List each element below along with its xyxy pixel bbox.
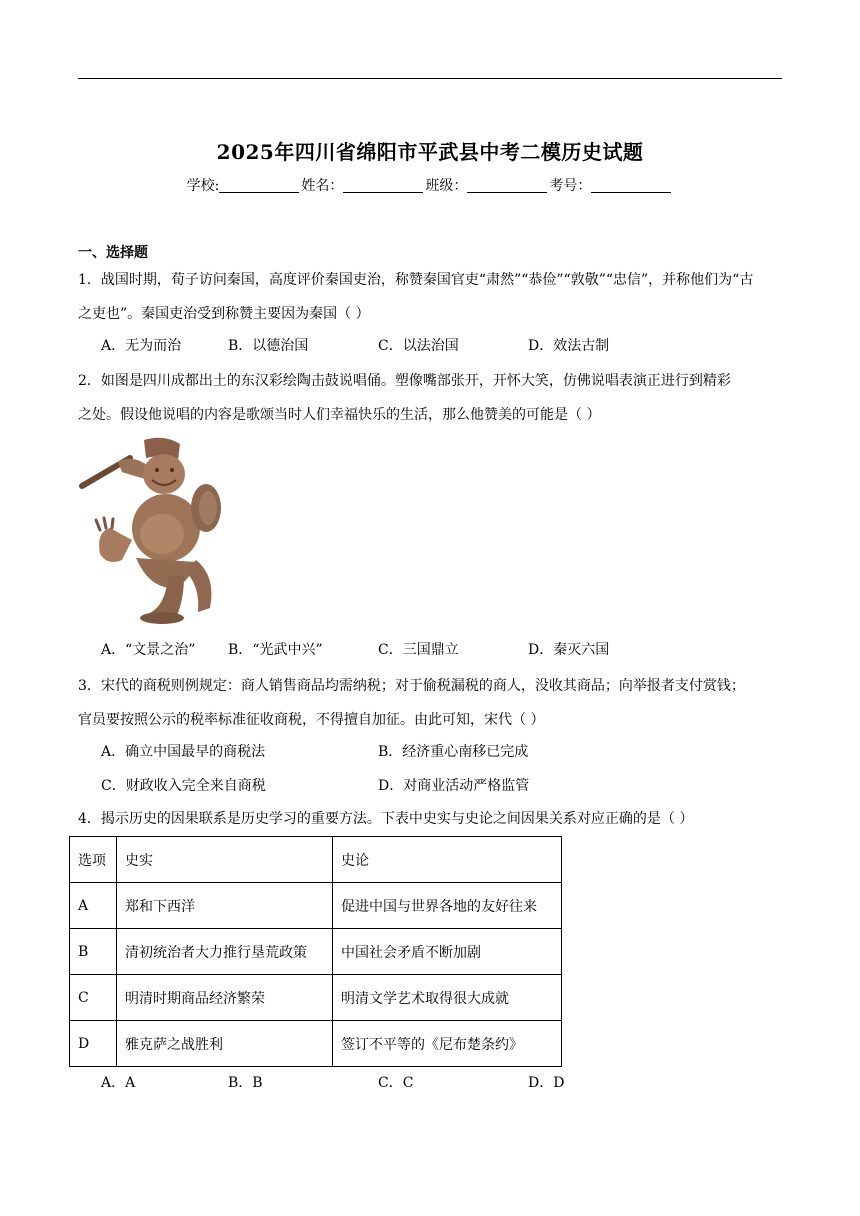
question-3-option-d[interactable]: D．对商业活动严格监管: [378, 778, 530, 794]
question-4-options: [101, 1071, 781, 1095]
question-1-line-1: 1．战国时期，荀子访问秦国，高度评价秦国吏治，称赞秦国官吏“肃然”“恭俭”“敦敬”“忠信”，并称他们为“古: [78, 272, 754, 288]
section-title: 一、选择题: [78, 245, 148, 261]
question-1-stem: [78, 263, 782, 331]
table-cell: 清初统治者大力推行垦荒政策: [117, 929, 333, 975]
table-cell: A: [70, 883, 117, 929]
question-1-options: [101, 334, 781, 358]
question-3-option-a[interactable]: A．确立中国最早的商税法: [101, 744, 266, 760]
table-cell: 促进中国与世界各地的友好往来: [333, 883, 562, 929]
name-label: 姓名：: [301, 178, 344, 194]
question-2-option-b[interactable]: B．“光武中兴”: [228, 642, 323, 658]
table-cell: 中国社会矛盾不断加剧: [333, 929, 562, 975]
question-3-line-2: 官员要按照公示的税率标准征收商税，不得擅自加征。由此可知，宋代（ ）: [78, 712, 545, 728]
exam-title: 2025年四川省绵阳市平武县中考二模历史试题: [216, 140, 644, 164]
table-cell: 明清时期商品经济繁荣: [117, 975, 333, 1021]
question-1-option-c[interactable]: C．以法治国: [378, 338, 459, 354]
question-4-option-d[interactable]: D．D: [528, 1075, 565, 1091]
header-rule: [78, 78, 782, 79]
table-header-cell: 史论: [333, 837, 562, 883]
table-cell: 雅克萨之战胜利: [117, 1021, 333, 1067]
school-label: 学校:: [186, 178, 220, 194]
question-2-option-a[interactable]: A．“文景之治”: [101, 642, 196, 658]
question-4-table: [69, 836, 562, 1067]
question-2-stem: [78, 364, 782, 432]
school-field[interactable]: [187, 175, 302, 195]
question-3-line-1: 3．宋代的商税则例规定：商人销售商品均需纳税；对于偷税漏税的商人，没收其商品；向举报者支付赏钱；: [78, 678, 745, 694]
table-row: [70, 883, 562, 929]
question-4-stem: [78, 802, 782, 836]
question-4-line-1: 4．揭示历史的因果联系是历史学习的重要方法。下表中史实与史论之间因果关系对应正确的是（ ）: [78, 811, 694, 827]
table-cell: D: [70, 1021, 117, 1067]
table-row: [70, 1021, 562, 1067]
question-2-option-d[interactable]: D．秦灭六国: [528, 642, 610, 658]
question-3-options-row-2: [101, 774, 781, 798]
name-field[interactable]: [301, 175, 425, 195]
table-cell: C: [70, 975, 117, 1021]
question-1-option-a[interactable]: A．无为而治: [101, 338, 182, 354]
question-2-line-2: 之处。假设他说唱的内容是歌颂当时人们幸福快乐的生活，那么他赞美的可能是（ ）: [78, 407, 601, 423]
question-1-option-b[interactable]: B．以德治国: [228, 338, 309, 354]
drummer-figurine-image: [78, 436, 228, 632]
table-cell: 明清文学艺术取得很大成就: [333, 975, 562, 1021]
exam-number-blank[interactable]: [591, 178, 671, 193]
table-header-cell: 史实: [117, 837, 333, 883]
question-4-option-b[interactable]: B．B: [228, 1075, 263, 1091]
table-cell: 签订不平等的《尼布楚条约》: [333, 1021, 562, 1067]
question-3-option-b[interactable]: B．经济重心南移已完成: [378, 744, 529, 760]
name-blank[interactable]: [343, 178, 423, 193]
class-field[interactable]: [425, 175, 549, 195]
table-header-cell: 选项: [70, 837, 117, 883]
exam-number-label: 考号：: [549, 178, 592, 194]
exam-number-field[interactable]: [549, 175, 673, 195]
question-3-stem: [78, 669, 782, 737]
class-label: 班级：: [425, 178, 468, 194]
table-cell: B: [70, 929, 117, 975]
question-1-line-2: 之吏也”。秦国吏治受到称赞主要因为秦国（ ）: [78, 306, 370, 322]
question-2-line-1: 2．如图是四川成都出土的东汉彩绘陶击鼓说唱俑。塑像嘴部张开，开怀大笑，仿佛说唱表演正进行到精彩: [78, 373, 731, 389]
question-4-option-a[interactable]: A．A: [101, 1075, 136, 1091]
table-row: [70, 975, 562, 1021]
question-3-option-c[interactable]: C．财政收入完全来自商税: [101, 778, 266, 794]
school-blank[interactable]: [219, 178, 299, 193]
class-blank[interactable]: [467, 178, 547, 193]
question-1-option-d[interactable]: D．效法古制: [528, 338, 610, 354]
question-3-options-row-1: [101, 740, 781, 764]
student-info-line: [0, 175, 860, 195]
table-row: [70, 929, 562, 975]
question-2-option-c[interactable]: C．三国鼎立: [378, 642, 459, 658]
table-header-row: [70, 837, 562, 883]
table-cell: 郑和下西洋: [117, 883, 333, 929]
question-4-option-c[interactable]: C．C: [378, 1075, 414, 1091]
question-2-options: [101, 638, 781, 662]
